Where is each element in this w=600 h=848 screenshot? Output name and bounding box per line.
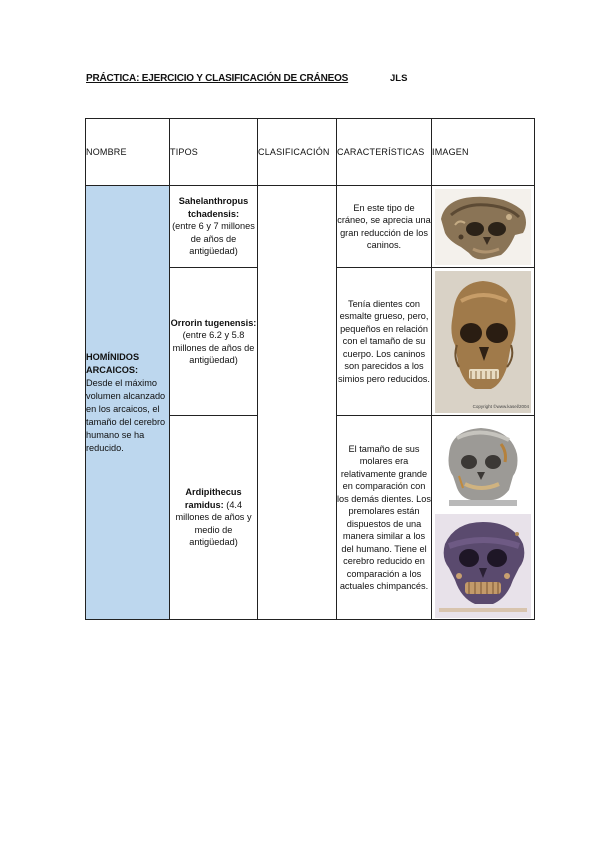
- species-name: Ardipithecus ramidus:: [184, 487, 242, 510]
- skull-ardipithecus-purple-image: [435, 514, 531, 618]
- species-age: (entre 6 y 7 millones de años de antigüedad): [172, 221, 255, 257]
- skull-orrorin-image: [435, 271, 531, 413]
- group-description: Desde el máximo volumen alcanzado en los arcaicos, el tamaño del cerebro humano se ha reducido.: [86, 377, 166, 453]
- type-cell: [170, 186, 258, 268]
- skull-classification-table: [85, 118, 535, 620]
- column-header-caracteristicas: CARACTERÍSTICAS: [337, 119, 432, 186]
- image-cell: [432, 416, 535, 620]
- species-age: (entre 6.2 y 5.8 millones de años de antigüedad): [172, 330, 255, 365]
- classification-cell: [258, 186, 337, 620]
- column-header-clasificacion: CLASIFICACIÓN: [258, 119, 337, 186]
- species-age: (4.4 millones de años y medio de antigüedad): [175, 499, 252, 548]
- skull-ardipithecus-gray-image: [435, 418, 531, 510]
- species-name: Sahelanthropus tchadensis:: [178, 196, 249, 219]
- author-initials: JLS: [390, 73, 408, 84]
- image-cell: [432, 186, 535, 268]
- column-header-imagen: IMAGEN: [432, 119, 535, 186]
- column-header-tipos: TIPOS: [170, 119, 258, 186]
- image-cell: [432, 268, 535, 416]
- type-cell: [170, 416, 258, 620]
- table-header-row: [86, 119, 535, 186]
- characteristics-cell: En este tipo de cráneo, se aprecia una gran reducción de los caninos.: [337, 186, 432, 268]
- skull-sahelanthropus-image: [435, 189, 531, 265]
- title-row: [86, 73, 486, 89]
- table-row: [86, 186, 535, 268]
- page-title: PRÁCTICA: EJERCICIO Y CLASIFICACIÓN DE CRÁNEOS: [86, 73, 349, 84]
- characteristics-cell: Tenía dientes con esmalte grueso, pero, pequeños en relación con el tamaño de su cuerpo. Los caninos son parecidos a los simios pero reducidos.: [337, 268, 432, 416]
- type-cell: [170, 268, 258, 416]
- image-caption: Copyright ©www.kasel/2004: [472, 403, 529, 409]
- column-header-nombre: NOMBRE: [86, 119, 170, 186]
- species-name: Orrorin tugenensis:: [170, 317, 257, 328]
- group-name: HOMÍNIDOS ARCAICOS:: [86, 351, 140, 375]
- characteristics-cell: El tamaño de sus molares era relativamente grande en comparación con los demás dientes. Los premolares están dispuestos de una manera similar a los del humano. Tiene el cerebro reducido en comparación a los actuales chimpancés.: [337, 416, 432, 620]
- group-name-cell: [86, 186, 170, 620]
